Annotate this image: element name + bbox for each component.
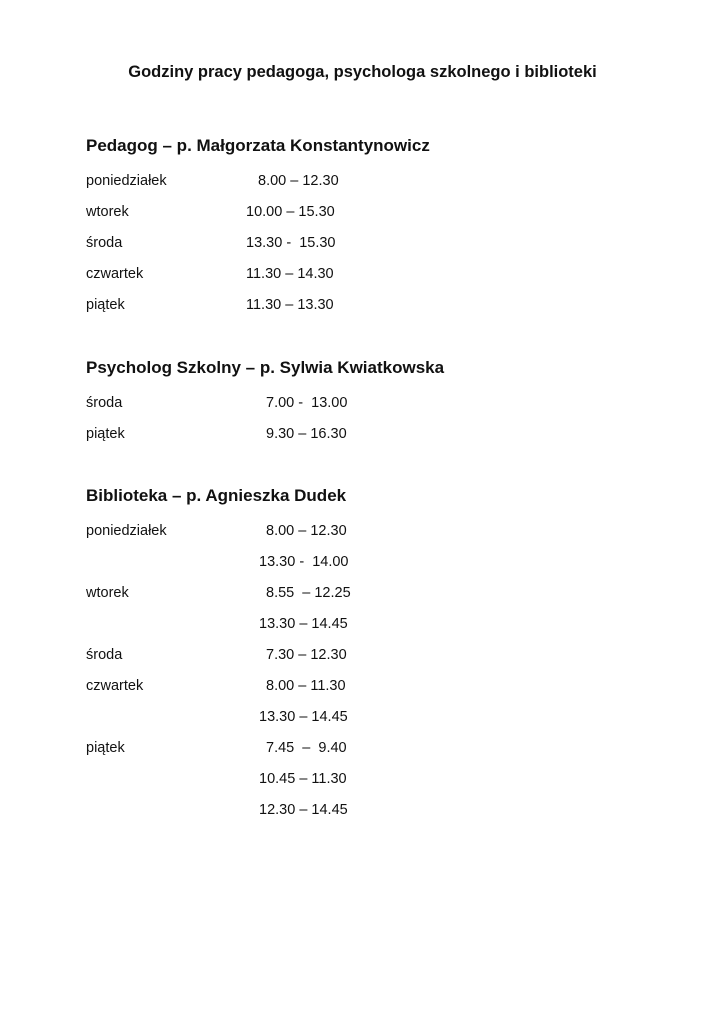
schedule-row xyxy=(86,197,646,228)
schedule-row xyxy=(86,671,646,702)
hours-value: 7.45 – 9.40 xyxy=(266,740,347,756)
day-label: wtorek xyxy=(86,204,129,220)
hours-value: 13.30 - 15.30 xyxy=(246,235,336,251)
day-label: poniedziałek xyxy=(86,173,167,189)
schedule-row xyxy=(86,259,646,290)
biblioteka-section xyxy=(86,483,646,826)
schedule-row xyxy=(86,516,646,547)
hours-value: 13.30 – 14.45 xyxy=(259,616,348,632)
day-label: środa xyxy=(86,395,123,411)
schedule-row xyxy=(86,547,646,578)
day-label: środa xyxy=(86,235,123,251)
biblioteka-heading: Biblioteka – p. Agnieszka Dudek xyxy=(86,486,347,505)
day-label: piątek xyxy=(86,297,125,313)
schedule-row xyxy=(86,388,646,419)
hours-value: 7.30 – 12.30 xyxy=(266,647,347,663)
hours-value: 12.30 – 14.45 xyxy=(259,802,348,818)
hours-value: 10.00 – 15.30 xyxy=(246,204,335,220)
psycholog-heading: Psycholog Szkolny – p. Sylwia Kwiatkowska xyxy=(86,358,445,377)
pedagog-section xyxy=(86,133,646,321)
schedule-row xyxy=(86,166,646,197)
pedagog-heading: Pedagog – p. Małgorzata Konstantynowicz xyxy=(86,136,430,155)
hours-value: 10.45 – 11.30 xyxy=(259,771,347,787)
hours-value: 9.30 – 16.30 xyxy=(266,426,347,442)
hours-value: 7.00 - 13.00 xyxy=(266,395,348,411)
day-label: poniedziałek xyxy=(86,523,167,539)
hours-value: 13.30 - 14.00 xyxy=(259,554,349,570)
day-label: wtorek xyxy=(86,585,129,601)
schedule-row xyxy=(86,419,646,450)
hours-value: 13.30 – 14.45 xyxy=(259,709,348,725)
hours-value: 11.30 – 13.30 xyxy=(246,297,334,313)
day-label: czwartek xyxy=(86,266,144,282)
psycholog-schedule xyxy=(86,388,646,450)
schedule-row xyxy=(86,795,646,826)
hours-value: 8.00 – 12.30 xyxy=(266,523,347,539)
schedule-row xyxy=(86,733,646,764)
psycholog-section xyxy=(86,355,646,450)
schedule-row xyxy=(86,290,646,321)
schedule-row xyxy=(86,228,646,259)
day-label: czwartek xyxy=(86,678,144,694)
hours-value: 8.00 – 12.30 xyxy=(258,173,339,189)
day-label: środa xyxy=(86,647,123,663)
hours-value: 11.30 – 14.30 xyxy=(246,266,334,282)
day-label: piątek xyxy=(86,426,125,442)
schedule-row xyxy=(86,702,646,733)
biblioteka-schedule xyxy=(86,516,646,826)
schedule-row xyxy=(86,640,646,671)
schedule-row xyxy=(86,578,646,609)
document-title: Godziny pracy pedagoga, psychologa szkolnego i biblioteki xyxy=(128,63,597,81)
pedagog-schedule xyxy=(86,166,646,321)
schedule-row xyxy=(86,609,646,640)
hours-value: 8.00 – 11.30 xyxy=(266,678,346,694)
hours-value: 8.55 – 12.25 xyxy=(266,585,351,601)
schedule-row xyxy=(86,764,646,795)
day-label: piątek xyxy=(86,740,125,756)
